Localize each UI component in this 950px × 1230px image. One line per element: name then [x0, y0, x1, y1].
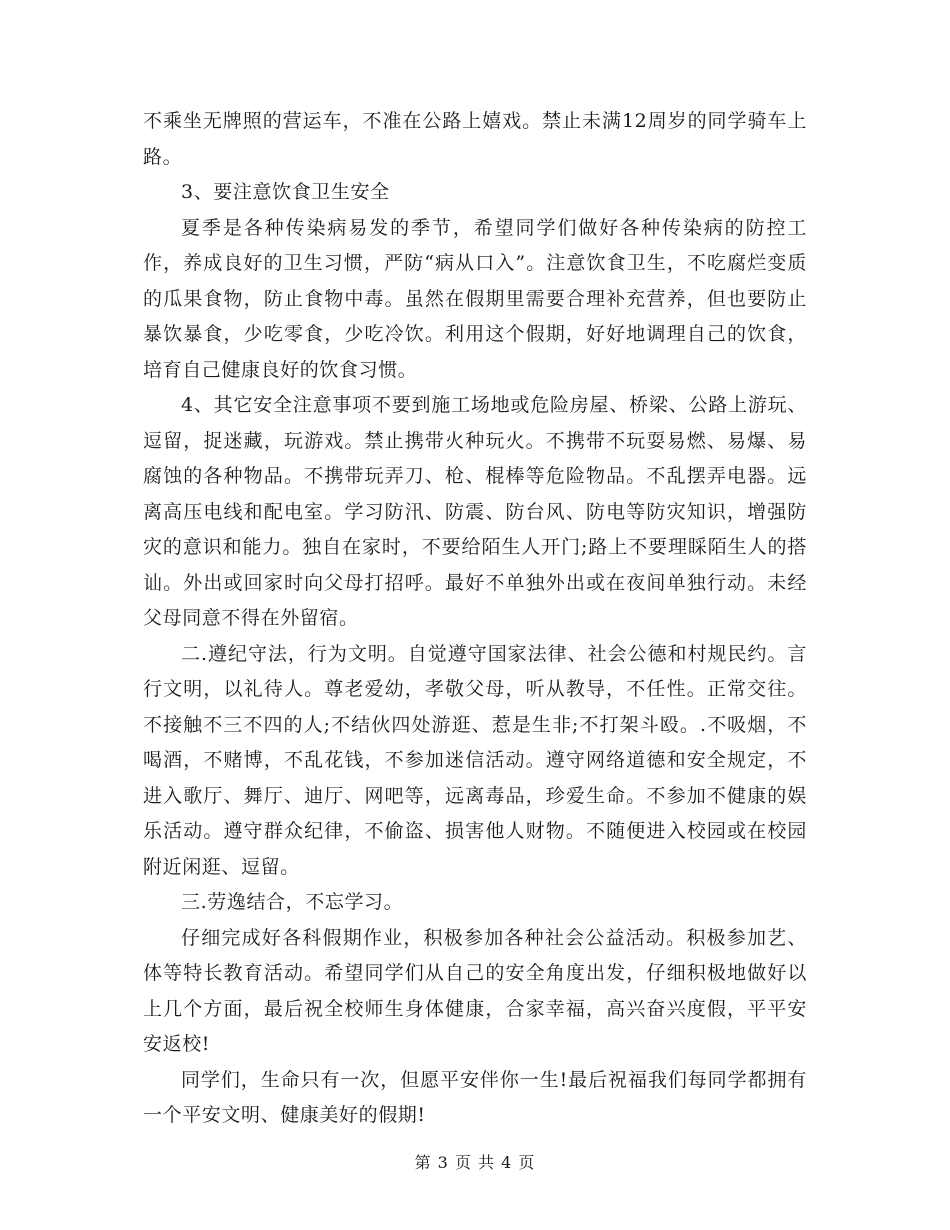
paragraph-6-heading: 三.劳逸结合，不忘学习。 [181, 891, 404, 913]
paragraph-7: 仔细完成好各科假期作业，积极参加各种社会公益活动。积极参加艺、体等特长教育活动。希望同学们从自己的安全角度出发，仔细积极地做好以上几个方面，最后祝全校师生身体健康，合家幸福，高兴奋兴度假，平平安安返校! [143, 926, 807, 1055]
paragraph-2-heading: 3、要注意饮食卫生安全 [181, 181, 390, 203]
paragraph-1: 不乘坐无牌照的营运车，不准在公路上嬉戏。禁止未满12周岁的同学骑车上路。 [143, 110, 807, 168]
paragraph-5: 二.遵纪守法，行为文明。自觉遵守国家法律、社会公德和村规民约。言行文明，以礼待人。尊老爱幼，孝敬父母，听从教导，不任性。正常交往。不接触不三不四的人;不结伙四处游逛、惹是生非;不打架斗殴。.不吸烟，不喝酒，不赌博，不乱花钱，不参加迷信活动。遵守网络道德和安全规定，不进入歌厅、舞厅、迪厅、网吧等，远离毒品，珍爱生命。不参加不健康的娱乐活动。遵守群众纪律，不偷盗、损害他人财物。不随便进入校园或在校园附近闲逛、逗留。 [143, 642, 807, 878]
page-number-footer: 第 3 页 共 4 页 [414, 1153, 536, 1172]
document-body [143, 104, 807, 1134]
paragraph-3: 夏季是各种传染病易发的季节，希望同学们做好各种传染病的防控工作，养成良好的卫生习惯，严防“病从口入”。注意饮食卫生，不吃腐烂变质的瓜果食物，防止食物中毒。虽然在假期里需要合理补充营养，但也要防止暴饮暴食，少吃零食，少吃冷饮。利用这个假期，好好地调理自己的饮食，培育自己健康良好的饮食习惯。 [143, 216, 807, 381]
paragraph-8: 同学们，生命只有一次，但愿平安伴你一生!最后祝福我们每同学都拥有一个平安文明、健康美好的假期! [143, 1068, 807, 1126]
paragraph-4: 4、其它安全注意事项不要到施工场地或危险房屋、桥梁、公路上游玩、逗留，捉迷藏，玩游戏。禁止携带火种玩火。不携带不玩耍易燃、易爆、易腐蚀的各种物品。不携带玩弄刀、枪、棍棒等危险物品。不乱摆弄电器。远离高压电线和配电室。学习防汛、防震、防台风、防电等防灾知识，增强防灾的意识和能力。独自在家时，不要给陌生人开门;路上不要理睬陌生人的搭讪。外出或回家时向父母打招呼。最好不单独外出或在夜间单独行动。未经父母同意不得在外留宿。 [143, 394, 807, 629]
